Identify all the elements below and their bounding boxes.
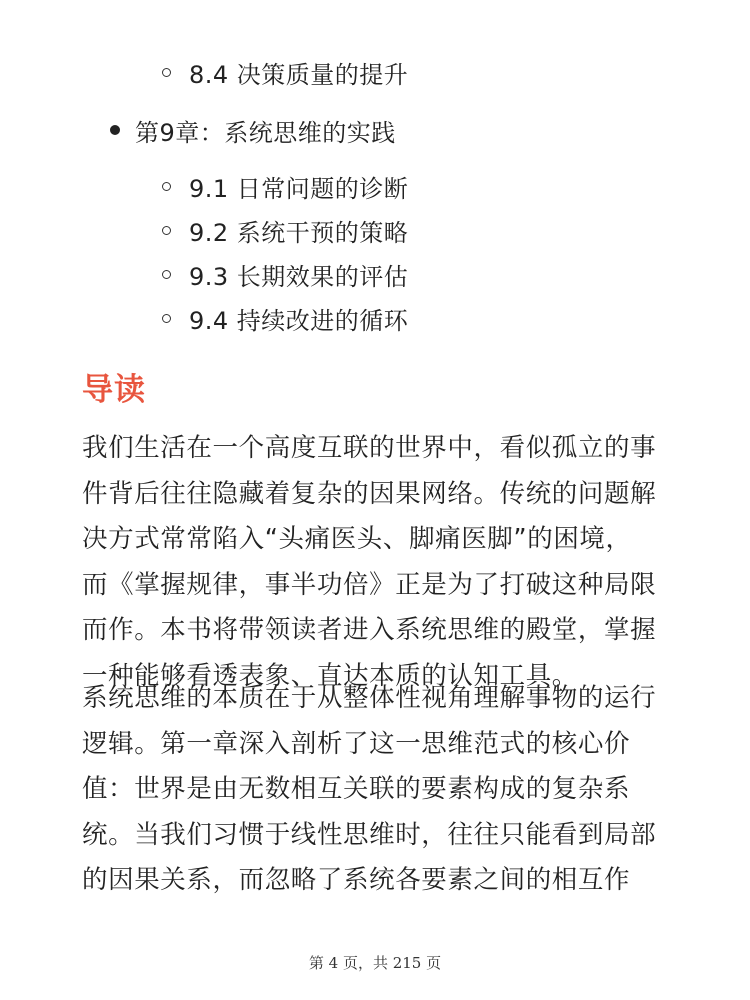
toc-item-9-4 [162,298,408,338]
toc-item-label: 9.3 长期效果的评估 [189,262,409,291]
paragraph-line: 而作。本书将带领读者进入系统思维的殿堂，掌握 [82,615,657,645]
paragraph-line: 件背后往往隐藏着复杂的因果网络。传统的问题解 [82,478,657,509]
hollow-bullet-icon [162,68,171,77]
paragraph-line: 系统思维的本质在于从整体性视角理解事物的运行 [82,683,657,713]
toc-item-label: 8.4 决策质量的提升 [189,60,409,89]
paragraph-line: 我们生活在一个高度互联的世界中，看似孤立的事 [82,433,657,463]
page-number-footer: 第 4 页，共 215 页 [308,954,442,972]
hollow-bullet-icon [162,270,171,279]
paragraph-line: 统。当我们习惯于线性思维时，往往只能看到局部 [82,819,657,850]
intro-paragraph-2 [82,676,672,904]
hollow-bullet-icon [162,314,171,323]
paragraph-line: 值：世界是由无数相互关联的要素构成的复杂系 [82,774,631,804]
section-heading: 导读 [82,372,146,408]
filled-bullet-icon [110,125,120,135]
toc-item-9-2 [162,210,408,250]
toc-item-8-4 [162,52,408,92]
toc-chapter-9 [110,110,396,150]
toc-item-label: 9.2 系统干预的策略 [189,218,409,247]
paragraph-line: 决方式常常陷入“头痛医头、脚痛医脚”的困境， [82,524,632,554]
paragraph-line: 一种能够看透表象、直达本质的认知工具。 [82,660,578,691]
paragraph-line: 逻辑。第一章深入剖析了这一思维范式的核心价 [82,728,631,759]
toc-chapter-label: 第9章：系统思维的实践 [135,118,396,147]
paragraph-line: 而《掌握规律，事半功倍》正是为了打破这种局限 [82,569,657,600]
toc-item-label: 9.4 持续改进的循环 [189,306,409,335]
toc-item-9-1 [162,166,408,206]
hollow-bullet-icon [162,226,171,235]
intro-paragraph-1 [82,426,672,699]
toc-item-label: 9.1 日常问题的诊断 [189,174,409,203]
paragraph-line: 的因果关系，而忽略了系统各要素之间的相互作 [82,865,631,895]
hollow-bullet-icon [162,182,171,191]
toc-item-9-3 [162,254,408,294]
